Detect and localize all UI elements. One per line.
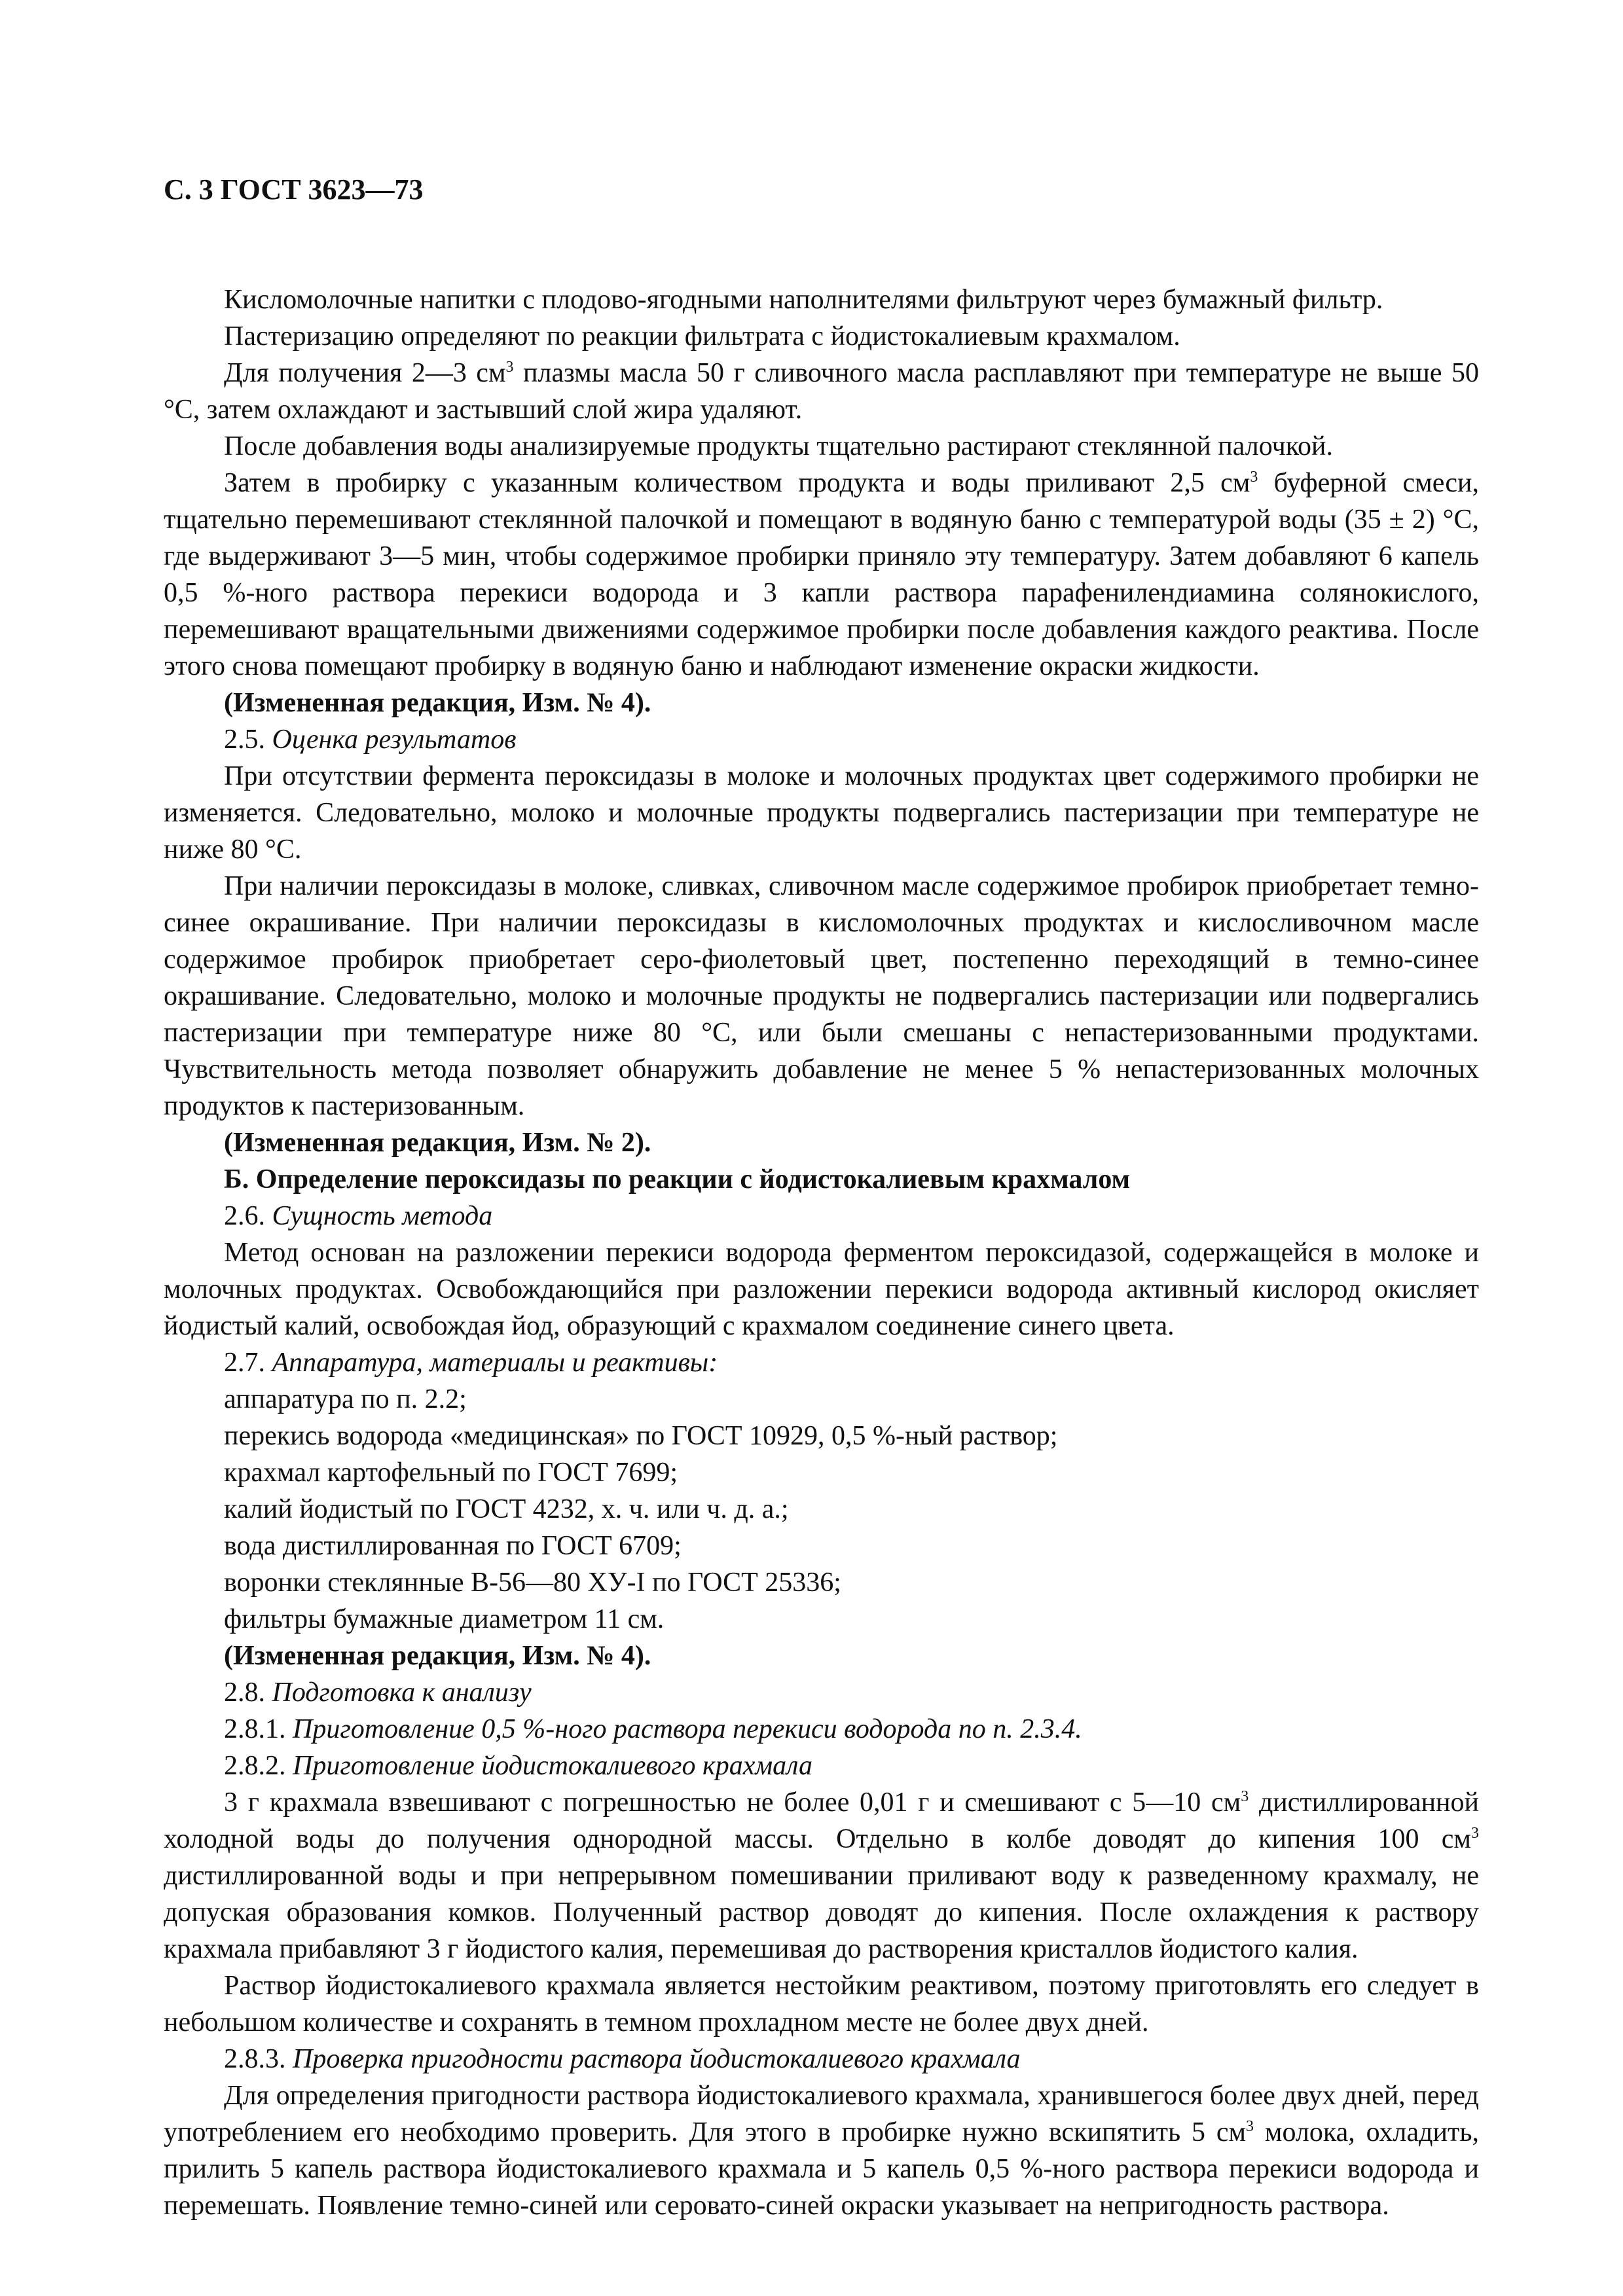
list-item: калий йодистый по ГОСТ 4232, х. ч. или ч. д. а.;: [224, 1494, 789, 1524]
paragraph: При наличии пероксидазы в молоке, сливках, сливочном масле содержимое пробирок приобретает темно-синее окрашивание. При наличии пероксидазы в кисломолочных продуктах и кислосливочном масле содержимое пробирок приобретает серо-фиолетовый цвет, постепенно переходящий в темно-синее окрашивание. Следовательно, молоко и молочные продукты не подвергались пастеризации или подвергались пастеризации при температуре ниже 80 °С, или были смешаны с непастеризованными продуктами. Чувствительность метода позволяет обнаружить добавление не менее 5 % непастеризованных молочных продуктов к пастеризованным.: [164, 871, 1479, 1121]
paragraph: Метод основан на разложении перекиси водорода ферментом пероксидазой, содержащейся в молоке и молочных продуктах. Освобождающийся при разложении перекиси водорода активный кислород окисляет йодистый калий, освобождая йод, образующий с крахмалом соединение синего цвета.: [164, 1238, 1479, 1341]
section-heading-2-8-3: 2.8.3. Проверка пригодности раствора йодистокалиевого крахмала: [224, 2044, 1021, 2074]
section-heading-2-7: 2.7. Аппаратура, материалы и реактивы:: [224, 1348, 718, 1378]
paragraph: При отсутствии фермента пероксидазы в молоке и молочных продуктах цвет содержимого пробирки не изменяется. Следовательно, молоко и молочные продукты подвергались пастеризации при температуре не ниже 80 °С.: [164, 761, 1479, 865]
list-item: воронки стеклянные В-56—80 ХУ-I по ГОСТ 25336;: [224, 1568, 841, 1598]
section-heading-2-8: 2.8. Подготовка к анализу: [224, 1677, 532, 1708]
section-heading-2-5: 2.5. Оценка результатов: [224, 725, 517, 755]
paragraph: Кисломолочные напитки с плодово-ягодными наполнителями фильтруют через бумажный фильтр.: [224, 285, 1383, 315]
paragraph: Для определения пригодности раствора йодистокалиевого крахмала, хранившегося более двух дней, перед употреблением его необходимо проверить. Для этого в пробирке нужно вскипятить 5 $см^3$ молока, охладить, прилить 5 капель раствора йодистокалиевого крахмала и 5 капель 0,5 %-ного раствора перекиси водорода и перемешать. Появление темно-синей или серовато-синей окраски указывает на непригодность раствора.: [164, 2081, 1479, 2221]
paragraph: 3 г крахмала взвешивают с погрешностью не более 0,01 г и смешивают с 5—10 $см^3$ дистиллированной холодной воды до получения однородной массы. Отдельно в колбе доводят до кипения 100 $см^3$ дистиллированной воды и при непрерывном помешивании приливают воду к разведенному крахмалу, не допуская образования комков. Полученный раствор доводят до кипения. После охлаждения к раствору крахмала прибавляют 3 г йодистого калия, перемешивая до растворения кристаллов йодистого калия.: [164, 1787, 1480, 1964]
paragraph: Для получения 2—3 $см^3$ плазмы масла 50 г сливочного масла расплавляют при температуре не выше 50 °С, затем охлаждают и застывший слой жира удаляют.: [164, 358, 1479, 425]
paragraph: Пастеризацию определяют по реакции фильтрата с йодистокалиевым крахмалом.: [224, 321, 1180, 351]
list-item: вода дистиллированная по ГОСТ 6709;: [224, 1531, 682, 1561]
list-item: аппаратура по п. 2.2;: [224, 1384, 467, 1414]
amendment-note: (Измененная редакция, Изм. № 4).: [224, 688, 651, 718]
list-item: перекись водорода «медицинская» по ГОСТ 10929, 0,5 %-ный раствор;: [224, 1421, 1058, 1451]
section-heading-2-8-2: 2.8.2. Приготовление йодистокалиевого крахмала: [224, 1751, 812, 1781]
section-heading-2-8-1: 2.8.1. Приготовление 0,5 %-ного раствора перекиси водорода по п. 2.3.4.: [224, 1714, 1082, 1744]
amendment-note: (Измененная редакция, Изм. № 2).: [224, 1128, 651, 1158]
section-heading-b: Б. Определение пероксидазы по реакции с йодистокалиевым крахмалом: [224, 1164, 1131, 1194]
paragraph: После добавления воды анализируемые продукты тщательно растирают стеклянной палочкой.: [224, 431, 1333, 461]
list-item: фильтры бумажные диаметром 11 см.: [224, 1604, 665, 1634]
amendment-note: (Измененная редакция, Изм. № 4).: [224, 1641, 651, 1671]
paragraph: Раствор йодистокалиевого крахмала является нестойким реактивом, поэтому приготовлять его следует в небольшом количестве и сохранять в темном прохладном месте не более двух дней.: [164, 1971, 1479, 2037]
page-header: С. 3 ГОСТ 3623—73: [164, 173, 424, 206]
paragraph: Затем в пробирку с указанным количеством продукта и воды приливают 2,5 $см^3$ буферной смеси, тщательно перемешивают стеклянной палочкой и помещают в водяную баню с температурой воды (35 ± 2) °С, где выдерживают 3—5 мин, чтобы содержимое пробирки приняло эту температуру. Затем добавляют 6 капель 0,5 %-ного раствора перекиси водорода и 3 капли раствора парафенилендиамина солянокислого, перемешивают вращательными движениями содержимое пробирки после добавления каждого реактива. После этого снова помещают пробирку в водяную баню и наблюдают изменение окраски жидкости.: [164, 468, 1479, 681]
section-heading-2-6: 2.6. Сущность метода: [224, 1201, 493, 1231]
list-item: крахмал картофельный по ГОСТ 7699;: [224, 1458, 678, 1488]
